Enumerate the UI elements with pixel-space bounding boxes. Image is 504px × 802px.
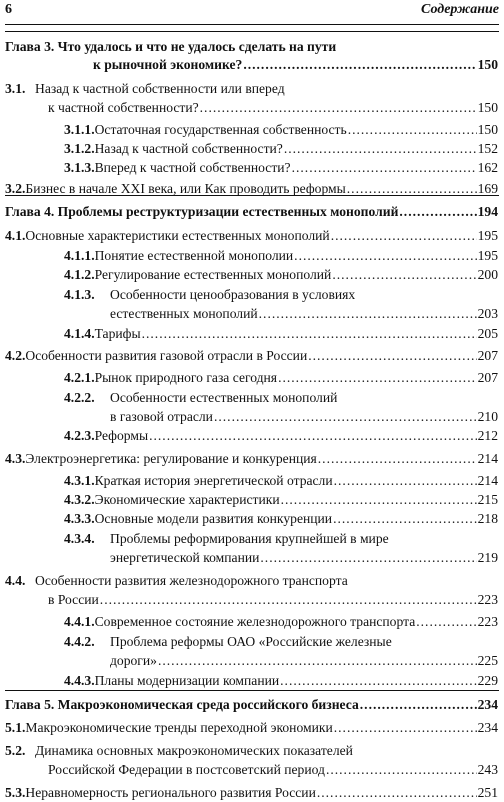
toc-title: Экономические характеристики bbox=[94, 492, 280, 507]
toc-title: Динамика основных макроэкономических показателей bbox=[35, 743, 353, 758]
toc-title: Особенности естественных монополий bbox=[110, 390, 338, 405]
toc-title: энергетической компании bbox=[110, 550, 260, 565]
toc-title: Макроэкономические тренды переходной экономики bbox=[25, 720, 333, 735]
toc-number: 4.2.2. bbox=[64, 390, 95, 405]
toc-number: 4.3.4. bbox=[64, 531, 95, 546]
toc-line bbox=[64, 427, 498, 445]
toc-line bbox=[64, 247, 498, 265]
toc-number: 4.1.1. bbox=[64, 248, 95, 263]
toc-line bbox=[64, 121, 498, 139]
dot-leader bbox=[100, 591, 477, 609]
toc-line bbox=[5, 572, 498, 590]
toc-title: Российской Федерации в постсоветский период bbox=[48, 762, 325, 777]
toc-line bbox=[5, 180, 498, 198]
toc-number: 4.2. bbox=[5, 348, 26, 363]
toc-number: 4.4. bbox=[5, 573, 26, 588]
toc-title: Проблема реформы ОАО «Российские железные bbox=[110, 634, 392, 649]
dot-leader bbox=[259, 305, 477, 323]
toc-title: Основные модели развития конкуренции bbox=[94, 511, 333, 526]
toc-page-number: 243 bbox=[477, 762, 498, 777]
dot-leader bbox=[284, 140, 477, 158]
toc-line bbox=[64, 369, 498, 387]
toc-title: Глава 3. Что удалось и что не удалось сделать на пути bbox=[5, 39, 337, 54]
toc-page-number: 150 bbox=[477, 122, 498, 137]
dot-leader bbox=[334, 472, 477, 490]
dot-leader bbox=[260, 549, 476, 567]
section-divider bbox=[5, 690, 499, 691]
toc-line bbox=[5, 80, 498, 98]
dot-leader bbox=[142, 325, 477, 343]
toc-page-number: 150 bbox=[477, 57, 498, 72]
section-divider bbox=[5, 31, 499, 32]
toc-title: Реформы bbox=[94, 428, 149, 443]
dot-leader bbox=[318, 450, 477, 468]
toc-title: Современное состояние железнодорожного транспорта bbox=[94, 614, 416, 629]
toc-line bbox=[110, 652, 498, 670]
toc-line bbox=[110, 549, 498, 567]
dot-leader bbox=[332, 266, 476, 284]
dot-leader bbox=[360, 696, 477, 714]
toc-page-number: 212 bbox=[477, 428, 498, 443]
dot-leader bbox=[281, 491, 477, 509]
toc-line bbox=[5, 719, 498, 737]
toc-title: к рыночной экономике? bbox=[93, 57, 243, 72]
toc-line bbox=[48, 591, 498, 609]
toc-page-number: 219 bbox=[477, 550, 498, 565]
toc-line bbox=[64, 389, 498, 407]
toc-page-number: 251 bbox=[477, 785, 498, 800]
toc-line bbox=[64, 530, 498, 548]
toc-line bbox=[5, 38, 498, 56]
toc-title: естественных монополий bbox=[110, 306, 258, 321]
toc-title: Особенности развития газовой отрасли в России bbox=[25, 348, 308, 363]
dot-leader bbox=[158, 652, 477, 670]
toc-line bbox=[64, 140, 498, 158]
toc-line bbox=[64, 472, 498, 490]
toc-line bbox=[64, 266, 498, 284]
toc-page-number: 152 bbox=[477, 141, 498, 156]
dot-leader bbox=[149, 427, 477, 445]
toc-number: 3.1. bbox=[5, 81, 26, 96]
toc-title: Электроэнергетика: регулирование и конкуренция bbox=[25, 451, 317, 466]
toc-page-number: 229 bbox=[477, 673, 498, 688]
toc-line bbox=[64, 159, 498, 177]
toc-page-number: 234 bbox=[477, 720, 498, 735]
toc-page-number: 207 bbox=[477, 348, 498, 363]
toc-line bbox=[110, 305, 498, 323]
toc-number: 4.1. bbox=[5, 228, 26, 243]
toc-title: Остаточная государственная собственность bbox=[94, 122, 347, 137]
dot-leader bbox=[399, 203, 476, 221]
toc-number: 4.3.2. bbox=[64, 492, 95, 507]
toc-number: 5.3. bbox=[5, 785, 26, 800]
toc-page-number: 203 bbox=[477, 306, 498, 321]
toc-title: к частной собственности? bbox=[48, 100, 199, 115]
dot-leader bbox=[326, 761, 477, 779]
toc-line bbox=[48, 761, 498, 779]
dot-leader bbox=[280, 672, 476, 690]
toc-page-number: 195 bbox=[477, 248, 498, 263]
toc-number: 4.1.2. bbox=[64, 267, 95, 282]
toc-line bbox=[5, 450, 498, 468]
toc-number: 4.2.1. bbox=[64, 370, 95, 385]
toc-number: 4.3.1. bbox=[64, 473, 95, 488]
toc-line bbox=[64, 613, 498, 631]
toc-page-number: 207 bbox=[477, 370, 498, 385]
toc-title: Регулирование естественных монополий bbox=[94, 267, 332, 282]
toc-page-number: 162 bbox=[477, 160, 498, 175]
toc-title: Планы модернизации компании bbox=[94, 673, 280, 688]
page-number: 6 bbox=[5, 2, 12, 17]
toc-page-number: 223 bbox=[477, 592, 498, 607]
toc-page-number: 234 bbox=[477, 697, 498, 712]
toc-title: Назад к частной собственности? bbox=[94, 141, 283, 156]
dot-leader bbox=[214, 408, 477, 426]
toc-title: Особенности развития железнодорожного транспорта bbox=[35, 573, 348, 588]
toc-number: 4.4.1. bbox=[64, 614, 95, 629]
dot-leader bbox=[292, 159, 477, 177]
toc-line bbox=[64, 510, 498, 528]
toc-line bbox=[5, 696, 498, 714]
toc-number: 3.2. bbox=[5, 181, 26, 196]
toc-title: дороги» bbox=[110, 653, 157, 668]
toc-title: Проблемы реформирования крупнейшей в мире bbox=[110, 531, 389, 546]
dot-leader bbox=[200, 99, 477, 117]
toc-title: Краткая история энергетической отрасли bbox=[94, 473, 333, 488]
toc-line bbox=[5, 227, 498, 245]
toc-title: Глава 5. Макроэкономическая среда российского бизнеса bbox=[5, 697, 359, 712]
dot-leader bbox=[331, 227, 477, 245]
toc-line bbox=[64, 491, 498, 509]
dot-leader bbox=[308, 347, 476, 365]
dot-leader bbox=[317, 784, 477, 802]
toc-number: 4.2.3. bbox=[64, 428, 95, 443]
toc-title: Рынок природного газа сегодня bbox=[94, 370, 278, 385]
toc-number: 3.1.2. bbox=[64, 141, 95, 156]
toc-line bbox=[64, 672, 498, 690]
toc-page-number: 214 bbox=[477, 451, 498, 466]
dot-leader bbox=[278, 369, 477, 387]
toc-number: 4.1.3. bbox=[64, 287, 95, 302]
toc-number: 3.1.1. bbox=[64, 122, 95, 137]
toc-title: в России bbox=[48, 592, 99, 607]
toc-page-number: 215 bbox=[477, 492, 498, 507]
toc-number: 4.1.4. bbox=[64, 326, 95, 341]
toc-title: Бизнес в начале XXI века, или Как проводить реформы bbox=[25, 181, 346, 196]
toc-page-number: 194 bbox=[477, 204, 498, 219]
toc-title: Тарифы bbox=[94, 326, 141, 341]
dot-leader bbox=[416, 613, 476, 631]
toc-page-number: 200 bbox=[477, 267, 498, 282]
toc-line bbox=[5, 347, 498, 365]
toc-page-number: 150 bbox=[477, 100, 498, 115]
toc-page-number: 225 bbox=[477, 653, 498, 668]
toc-page-number: 210 bbox=[477, 409, 498, 424]
dot-leader bbox=[294, 247, 476, 265]
dot-leader bbox=[243, 56, 476, 74]
page-title: Содержание bbox=[421, 2, 499, 17]
toc-number: 4.4.3. bbox=[64, 673, 95, 688]
toc-number: 4.4.2. bbox=[64, 634, 95, 649]
dot-leader bbox=[334, 719, 477, 737]
toc-line bbox=[5, 742, 498, 760]
toc-title: Назад к частной собственности или вперед bbox=[35, 81, 285, 96]
toc-title: Неравномерность регионального развития России bbox=[25, 785, 316, 800]
toc-line bbox=[5, 203, 498, 221]
toc-line bbox=[64, 325, 498, 343]
dot-leader bbox=[347, 180, 477, 198]
toc-line bbox=[64, 633, 498, 651]
toc-line bbox=[93, 56, 498, 74]
toc-title: Основные характеристики естественных монополий bbox=[25, 228, 330, 243]
toc-page-number: 218 bbox=[477, 511, 498, 526]
toc-number: 4.3.3. bbox=[64, 511, 95, 526]
toc-line bbox=[5, 784, 498, 802]
dot-leader bbox=[333, 510, 477, 528]
toc-line bbox=[48, 99, 498, 117]
toc-title: Особенности ценообразования в условиях bbox=[110, 287, 356, 302]
toc-number: 4.3. bbox=[5, 451, 26, 466]
toc-page-number: 214 bbox=[477, 473, 498, 488]
toc-number: 5.1. bbox=[5, 720, 26, 735]
toc-title: Глава 4. Проблемы реструктуризации естественных монополий bbox=[5, 204, 399, 219]
toc-title: Вперед к частной собственности? bbox=[94, 160, 291, 175]
toc-page-number: 195 bbox=[477, 228, 498, 243]
toc-title: в газовой отрасли bbox=[110, 409, 213, 424]
toc-number: 3.1.3. bbox=[64, 160, 95, 175]
dot-leader bbox=[348, 121, 477, 139]
toc-line bbox=[64, 286, 498, 304]
toc-page-number: 205 bbox=[477, 326, 498, 341]
toc-page-number: 169 bbox=[477, 181, 498, 196]
toc-number: 5.2. bbox=[5, 743, 26, 758]
toc-page-number: 223 bbox=[477, 614, 498, 629]
toc-line bbox=[110, 408, 498, 426]
toc-title: Понятие естественной монополии bbox=[94, 248, 294, 263]
